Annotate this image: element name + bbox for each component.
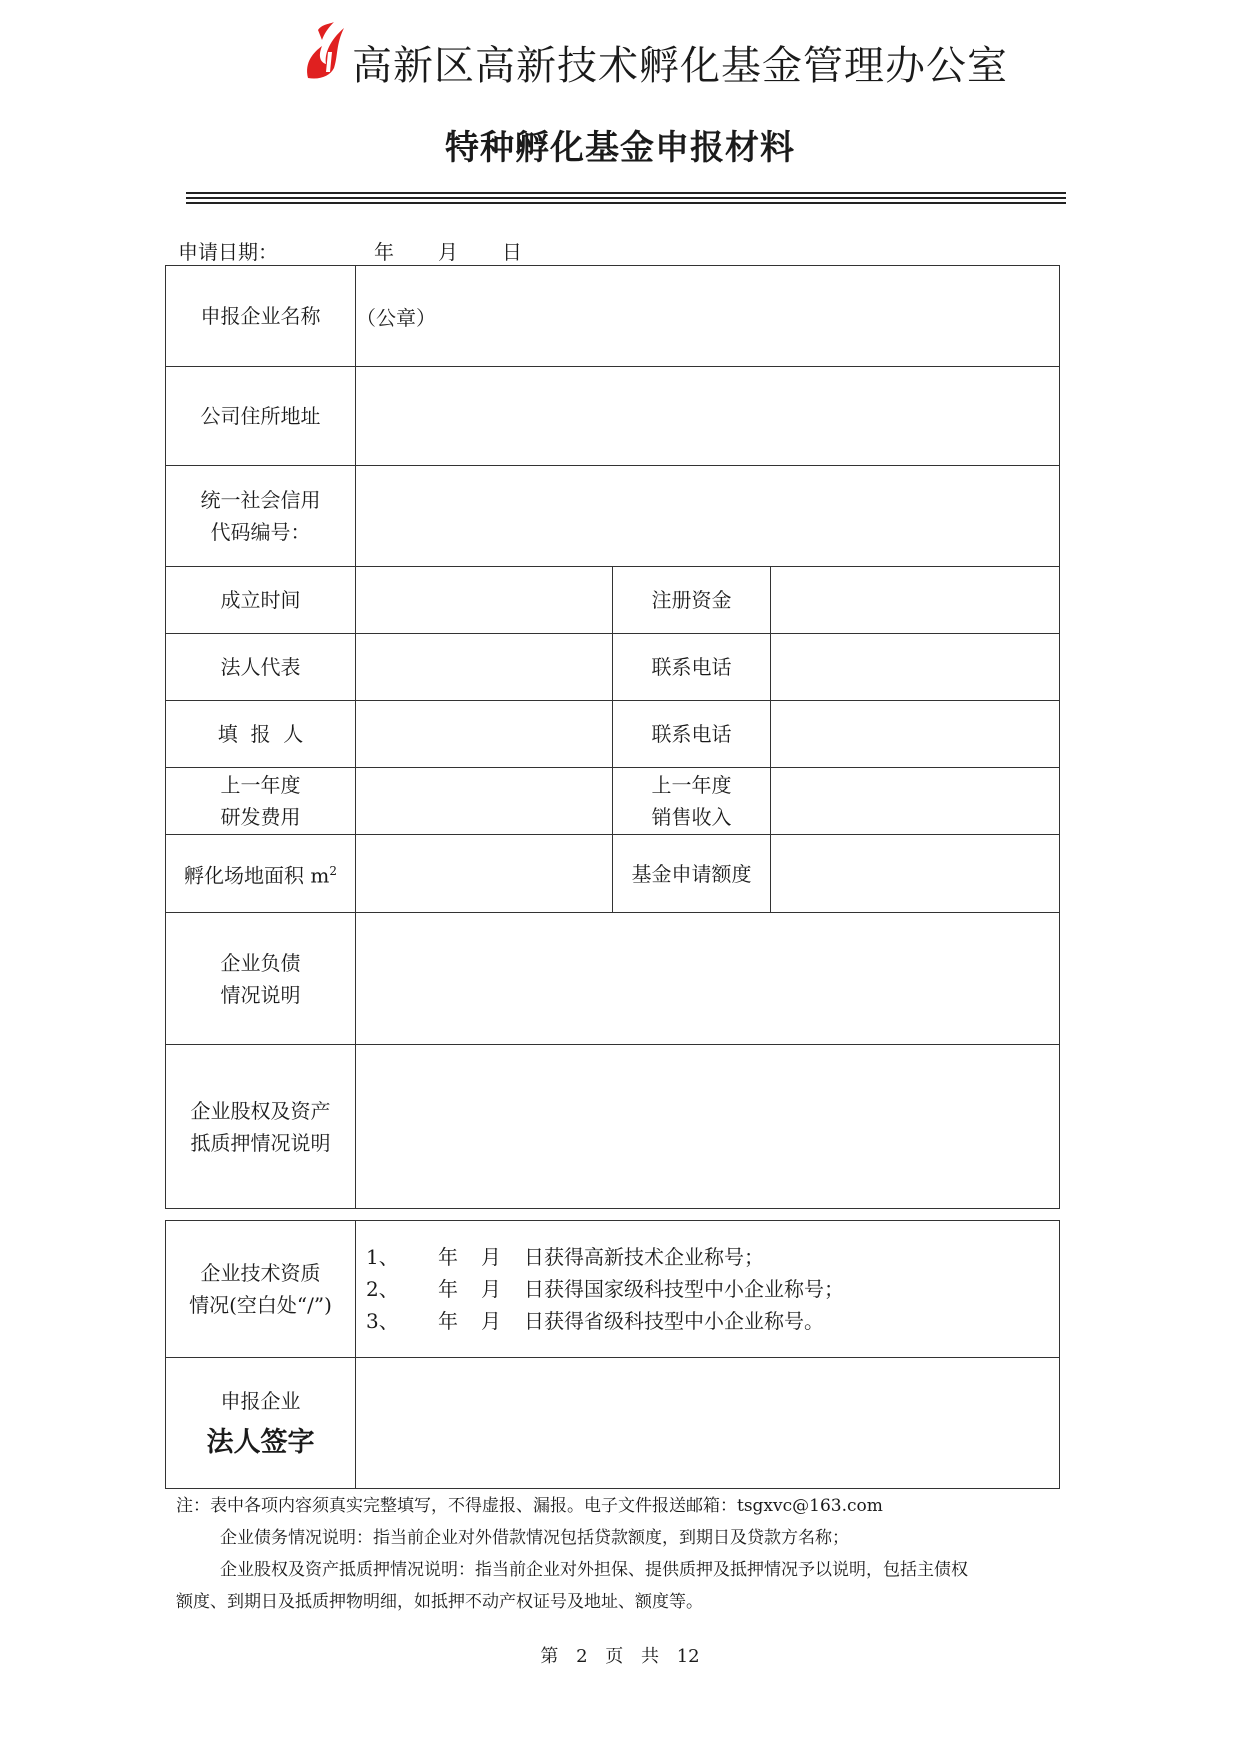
page-total: 12 — [676, 1646, 700, 1667]
table-row — [166, 266, 1060, 367]
fund-amount-field[interactable] — [771, 835, 1060, 913]
filler-field[interactable] — [356, 701, 613, 768]
pledge-label-line2: 抵质押情况说明 — [190, 1130, 331, 1155]
table-row — [166, 634, 1060, 701]
area-label — [166, 835, 356, 913]
area-unit-superscript: 2 — [329, 864, 337, 879]
table-row — [166, 466, 1060, 567]
debt-label — [166, 913, 356, 1045]
form-notes — [176, 1490, 1056, 1618]
tech-item-month: 月 — [481, 1245, 501, 1269]
registered-capital-field[interactable] — [771, 567, 1060, 634]
legal-rep-label: 法人代表 — [166, 634, 356, 701]
founded-field[interactable] — [356, 567, 613, 634]
org-name: 高新区高新技术孵化基金管理办公室 — [352, 43, 1008, 89]
address-label: 公司住所地址 — [166, 367, 356, 466]
sales-label-line1: 上一年度 — [651, 773, 732, 797]
sales-label — [613, 768, 771, 835]
tech-item — [366, 1305, 1059, 1337]
filler-label: 填 报 人 — [166, 701, 356, 768]
red-flame-logo-icon — [300, 22, 348, 82]
note-line: 企业债务情况说明：指当前企业对外借款情况包括贷款额度，到期日及贷款方名称； — [220, 1528, 849, 1548]
phone-label: 联系电话 — [613, 634, 771, 701]
fund-amount-label: 基金申请额度 — [613, 835, 771, 913]
qualification-table — [165, 1220, 1060, 1489]
page-header — [0, 18, 1240, 88]
page-number — [0, 1642, 1240, 1668]
area-label-text: 孵化场地面积 m — [184, 863, 330, 888]
tech-item-year: 年 — [438, 1309, 458, 1333]
tech-item — [366, 1273, 1059, 1305]
tech-item-text: 日获得国家级科技型中小企业称号； — [524, 1277, 844, 1301]
document-title: 特种孵化基金申报材料 — [445, 128, 795, 168]
company-name-field[interactable] — [356, 266, 1060, 367]
signature-field[interactable] — [356, 1358, 1060, 1489]
page-prefix: 第 — [540, 1646, 559, 1667]
signature-label — [166, 1358, 356, 1489]
credit-code-label — [166, 466, 356, 567]
credit-code-label-line2: 代码编号： — [210, 520, 311, 544]
sales-field[interactable] — [771, 768, 1060, 835]
area-field[interactable] — [356, 835, 613, 913]
apply-date-label: 申请日期： — [178, 240, 278, 264]
title-divider — [186, 192, 1066, 194]
company-seal-hint: （公章） — [356, 305, 436, 330]
debt-label-line1: 企业负债 — [220, 950, 301, 975]
debt-field[interactable] — [356, 913, 1060, 1045]
page-suffix: 共 — [641, 1646, 659, 1667]
tech-item-number: 1、 — [366, 1245, 399, 1269]
application-form-table — [165, 265, 1060, 1209]
sales-label-line2: 销售收入 — [651, 805, 732, 829]
signature-label-line2: 法人签字 — [206, 1427, 315, 1458]
tech-label-line2: 情况(空白处“/”) — [189, 1293, 332, 1317]
table-row — [166, 701, 1060, 768]
rd-cost-label-line2: 研发费用 — [220, 805, 301, 829]
tech-item-text: 日获得高新技术企业称号； — [524, 1245, 764, 1269]
tech-item-number: 3、 — [366, 1309, 399, 1333]
page-current: 2 — [576, 1646, 588, 1667]
table-row — [166, 367, 1060, 466]
tech-qualification-label — [166, 1221, 356, 1358]
tech-item-month: 月 — [481, 1309, 501, 1333]
title-divider — [186, 197, 1066, 199]
page-middle: 页 — [605, 1646, 624, 1667]
table-row — [166, 1221, 1060, 1358]
tech-item — [366, 1241, 1059, 1273]
table-row — [166, 835, 1060, 913]
credit-code-field[interactable] — [356, 466, 1060, 567]
registered-capital-label: 注册资金 — [613, 567, 771, 634]
address-field[interactable] — [356, 367, 1060, 466]
debt-label-line2: 情况说明 — [220, 982, 301, 1007]
pledge-field[interactable] — [356, 1045, 1060, 1209]
rd-cost-label-line1: 上一年度 — [220, 773, 301, 797]
title-divider — [186, 202, 1066, 204]
tech-item-number: 2、 — [366, 1277, 399, 1301]
table-row — [166, 1045, 1060, 1209]
apply-date-month: 月 — [438, 240, 458, 264]
table-row — [166, 567, 1060, 634]
founded-label: 成立时间 — [166, 567, 356, 634]
note-line: 额度、到期日及抵质押物明细，如抵押不动产权证号及地址、额度等。 — [176, 1592, 703, 1612]
rd-cost-label — [166, 768, 356, 835]
pledge-label-line1: 企业股权及资产 — [190, 1098, 331, 1123]
pledge-label — [166, 1045, 356, 1209]
note-line: 注：表中各项内容须真实完整填写，不得虚报、漏报。电子文件报送邮箱：tsgxvc@163.com — [176, 1496, 883, 1516]
apply-date-year: 年 — [374, 240, 394, 264]
tech-item-year: 年 — [438, 1277, 458, 1301]
tech-item-year: 年 — [438, 1245, 458, 1269]
table-row — [166, 913, 1060, 1045]
phone-field[interactable] — [771, 634, 1060, 701]
rd-cost-field[interactable] — [356, 768, 613, 835]
table-row — [166, 768, 1060, 835]
note-line: 企业股权及资产抵质押情况说明：指当前企业对外担保、提供质押及抵押情况予以说明，包括主债权 — [220, 1560, 968, 1580]
tech-item-month: 月 — [481, 1277, 501, 1301]
apply-date-day: 日 — [502, 240, 522, 264]
tech-qualification-field[interactable] — [356, 1221, 1060, 1358]
signature-label-line1: 申报企业 — [220, 1389, 301, 1413]
filler-phone-label: 联系电话 — [613, 701, 771, 768]
credit-code-label-line1: 统一社会信用 — [200, 488, 321, 512]
table-row — [166, 1358, 1060, 1489]
filler-phone-field[interactable] — [771, 701, 1060, 768]
company-name-label: 申报企业名称 — [166, 266, 356, 367]
legal-rep-field[interactable] — [356, 634, 613, 701]
tech-item-text: 日获得省级科技型中小企业称号。 — [524, 1309, 824, 1333]
tech-label-line1: 企业技术资质 — [200, 1261, 321, 1285]
